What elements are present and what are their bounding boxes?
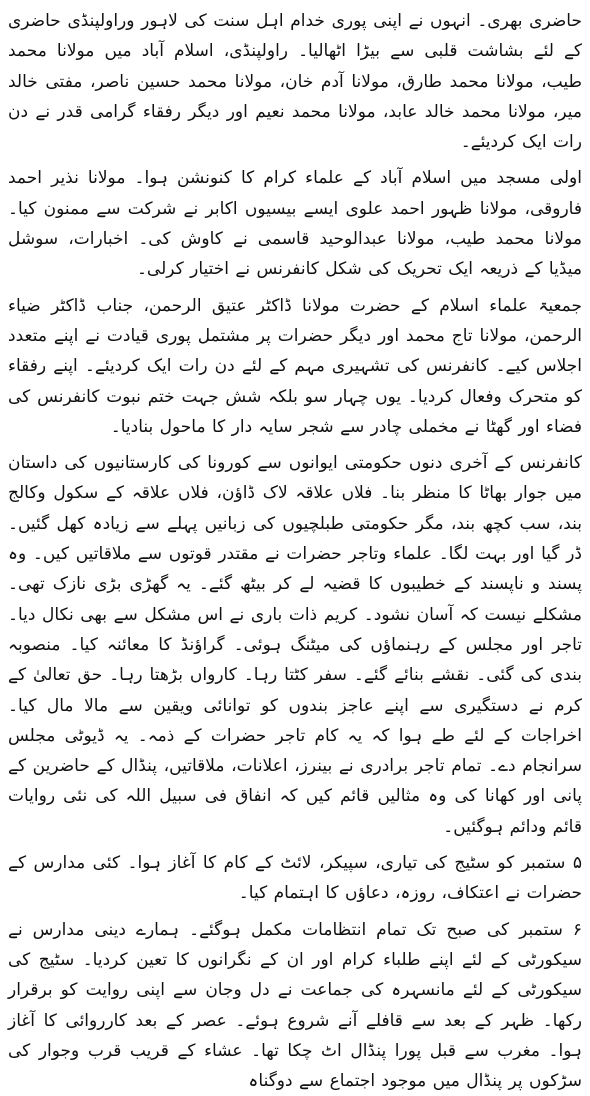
paragraph-1: حاضری بھری۔ انہوں نے اپنی پوری خدام اہل سنت کی لاہور وراولپنڈی حاضری کے لئے بشاشت قلبی سے بیڑا اٹھالیا۔ راولپنڈی، اسلام آباد میں مولانا محمد طیب، مولانا محمد طارق، مولانا آدم خان، مولانا محمد حسین ناصر، مفتی خالد میر، مولانا محمد خالد عابد، مولانا محمد نعیم اور دیگر رفقاء گرامی قدر نے دن رات ایک کردیئے۔ — [8, 11, 582, 153]
paragraph-4: کانفرنس کے آخری دنوں حکومتی ایوانوں سے کورونا کی کارستانیوں کی داستان میں جوار بھاٹا کا منظر بنا۔ فلاں علاقہ لاک ڈاؤن، فلاں علاقہ کے سکول وکالج بند، سب کچھ بند، مگر حکومتی طبلچیوں کی زبانیں پہلے سے زیادہ کھل گئیں۔ ڈر گیا اور بہت لگا۔ علماء وتاجر حضرات نے مقتدر قوتوں سے ملاقاتیں کیں۔ وہ پسند و ناپسند کے خطیبوں کا قضیہ لے کر بیٹھ گئے۔ یہ گھڑی بڑی نازک تھی۔ مشکلے نیست کہ آسان نشود۔ کریم ذات باری نے اس مشکل سے بھی نکال دیا۔ تاجر اور مجلس کے رہنماؤں کی میٹنگ ہوئی۔ گراؤنڈ کا معائنہ کیا۔ منصوبہ بندی کی گئی۔ نقشے بنائے گئے۔ سفر کٹتا رہا۔ کارواں بڑھتا رہا۔ حق تعالیٰ کے کرم نے دستگیری سے اپنے عاجز بندوں کو توانائی ویقین سے مالا مال کیا۔ اخراجات کے لئے طے ہوا کہ یہ کام تاجر حضرات کے ذمہ۔ یہ ڈیوٹی مجلس سرانجام دے۔ تمام تاجر برادری نے بینرز، اعلانات، ملاقاتیں، پنڈال کے حاضرین کے پانی اور کھانا کی وہ مثالیں قائم کیں کہ انفاق فی سبیل اللہ کی نئی روایات قائم ودائم ہوگئیں۔ — [8, 453, 582, 837]
paragraph-5: ۵ ستمبر کو سٹیج کی تیاری، سپیکر، لائٹ کے کام کا آغاز ہوا۔ کئی مدارس کے حضرات نے اعتکاف، روزہ، دعاؤں کا اہتمام کیا۔ — [8, 853, 582, 904]
paragraph-2: اولی مسجد میں اسلام آباد کے علماء کرام کا کنونشن ہوا۔ مولانا نذیر احمد فاروقی، مولانا ظہور احمد علوی ایسے بیسیوں اکابر نے شرکت سے ممنون کیا۔ مولانا محمد طیب، مولانا عبدالوحید قاسمی نے کاوش کی۔ اخبارات، سوشل میڈیا کے ذریعہ ایک تحریک کی شکل کانفرنس نے اختیار کرلی۔ — [8, 168, 582, 280]
paragraph-6: ۶ ستمبر کی صبح تک تمام انتظامات مکمل ہوگئے۔ ہمارے دینی مدارس نے سیکورٹی کے لئے اپنے طلباء کرام اور ان کے نگرانوں کا تعین کردیا۔ سٹیج کی سیکورٹی کے لئے مانسہرہ کی جماعت نے دل وجان سے اپنی روایت کو برقرار رکھا۔ ظہر کے بعد سے قافلے آنے شروع ہوئے۔ عصر کے بعد کارروائی کا آغاز ہوا۔ مغرب سے قبل پورا پنڈال اٹ چکا تھا۔ عشاء کے قریب قرب وجوار کی سڑکوں پر پنڈال میں موجود اجتماع سے دوگناہ — [8, 919, 582, 1092]
paragraph-3: جمعیۃ علماء اسلام کے حضرت مولانا ڈاکٹر عتیق الرحمن، جناب ڈاکٹر ضیاء الرحمن، مولانا تاج محمد اور دیگر حضرات پر مشتمل پوری قیادت نے اپنے متعدد اجلاس کیے۔ کانفرنس کی تشہیری مہم کے لئے دن رات ایک کردیئے۔ اپنے رفقاء کو متحرک وفعال کردیا۔ یوں چہار سو بلکہ شش جہت ختم نبوت کانفرنس کی فضاء اور گھٹا نے مخملی چادر سے شجر سایہ دار کا ماحول بنادیا۔ — [8, 295, 582, 437]
